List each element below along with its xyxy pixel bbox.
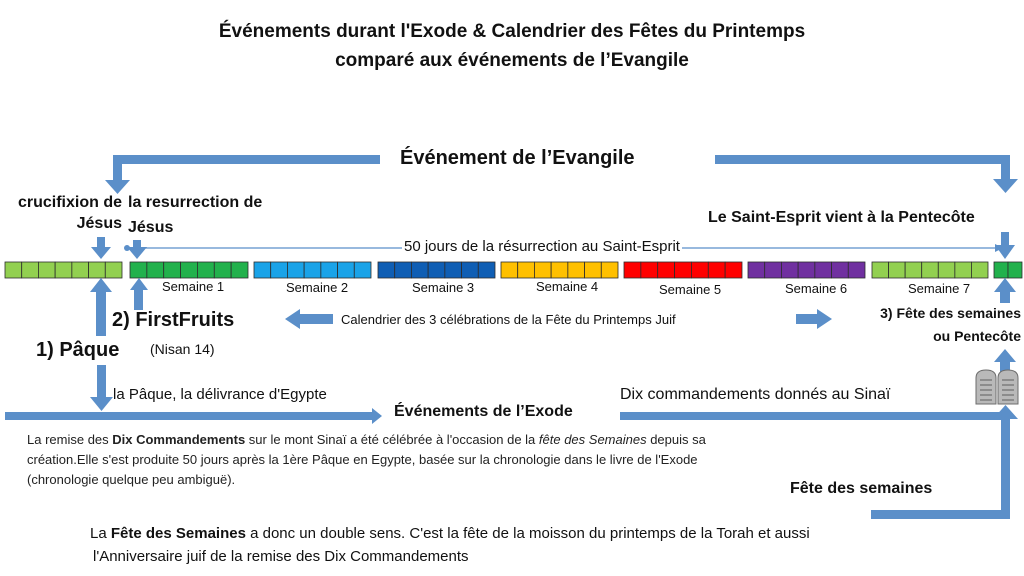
week-block-2-day — [338, 262, 355, 278]
week-block-2-day — [304, 262, 321, 278]
week-block-1-day — [147, 262, 164, 278]
week-block-5-day — [708, 262, 725, 278]
pentecost-up-arrow — [994, 278, 1016, 303]
pentecost-day-block-day — [994, 262, 1008, 278]
week-block-1-day — [231, 262, 248, 278]
week-label-6: Semaine 6 — [785, 281, 848, 296]
passover-week-block — [5, 262, 122, 278]
week-block-7-day — [971, 262, 988, 278]
week-block-6-day — [848, 262, 865, 278]
week-block-4-day — [601, 262, 618, 278]
feast-weeks-label-line1: 3) Fête des semaines — [880, 305, 1021, 321]
deliverance-label: la Pâque, la délivrance d'Egypte — [113, 386, 327, 403]
title-line-1: Événements durant l'Exode & Calendrier des Fêtes du Printemps — [218, 21, 806, 42]
passover-week-block-day — [38, 262, 55, 278]
week-block-1-day — [164, 262, 181, 278]
passover-week-block-day — [105, 262, 122, 278]
sinai-up-arrow — [994, 349, 1016, 372]
week-block-7-day — [905, 262, 922, 278]
week-block-4-day — [501, 262, 518, 278]
crucifixion-down-arrow — [91, 237, 111, 259]
note-italic: fête des Semaines — [538, 432, 647, 447]
commandments-label: Dix commandements donnés au Sinaï — [620, 386, 891, 403]
week-block-6-day — [765, 262, 782, 278]
week-block-3 — [378, 262, 495, 278]
week-block-3-day — [378, 262, 395, 278]
week-block-6-day — [832, 262, 849, 278]
tablets-icon — [976, 370, 1018, 404]
crucifixion-label-line1: crucifixion de — [17, 194, 122, 211]
fifty-days-label: 50 jours de la résurrection au Saint-Esprit — [404, 238, 680, 255]
week-block-2-day — [287, 262, 304, 278]
week-block-6-day — [781, 262, 798, 278]
week-block-5 — [624, 262, 742, 278]
week-block-3-day — [462, 262, 479, 278]
footer-text-1: La — [90, 525, 111, 542]
week-block-1-day — [181, 262, 198, 278]
week-label-7: Semaine 7 — [908, 281, 971, 296]
week-block-7-day — [938, 262, 955, 278]
exodus-right-arrow — [620, 412, 1010, 420]
crucifixion-label-line2: Jésus — [76, 215, 122, 232]
passover-week-block-day — [5, 262, 22, 278]
note-text-1: La remise des — [27, 432, 113, 447]
note-text-2: sur le mont Sinaï a été célébrée à l'occasion de la — [245, 432, 539, 447]
week-block-5-day — [658, 262, 675, 278]
week-block-6-day — [798, 262, 815, 278]
feast-weeks-label-line2: ou Pentecôte — [933, 328, 1021, 344]
week-block-2-day — [254, 262, 271, 278]
week-block-3-day — [428, 262, 445, 278]
week-block-4-day — [551, 262, 568, 278]
week-block-1-day — [214, 262, 231, 278]
passover-week-block-day — [22, 262, 39, 278]
week-block-5-day — [675, 262, 692, 278]
week-block-7-day — [955, 262, 972, 278]
week-block-6-day — [748, 262, 765, 278]
resurrection-label-line1: la resurrection de — [128, 194, 263, 211]
gospel-header: Événement de l’Evangile — [400, 147, 635, 169]
week-block-7 — [872, 262, 988, 278]
calendar-left-arrow — [285, 309, 333, 329]
week-block-5-day — [691, 262, 708, 278]
week-block-3-day — [395, 262, 412, 278]
week-block-6 — [748, 262, 865, 278]
week-block-7-day — [872, 262, 889, 278]
week-block-1-day — [130, 262, 147, 278]
nisan-label: (Nisan 14) — [150, 341, 215, 357]
week-block-2-day — [271, 262, 288, 278]
week-block-4-day — [568, 262, 585, 278]
week-block-2 — [254, 262, 371, 278]
week-block-2-day — [321, 262, 338, 278]
passover-up-arrow — [90, 278, 112, 336]
footer-line-1 — [90, 525, 990, 542]
passover-week-block-day — [72, 262, 89, 278]
passover-label: 1) Pâque — [36, 339, 120, 361]
week-block-5-day — [624, 262, 641, 278]
week-block-4-day — [585, 262, 602, 278]
resurrection-down-arrow — [127, 240, 147, 259]
title-line-2: comparé aux événements de l’Evangile — [335, 50, 689, 71]
week-block-5-day — [725, 262, 742, 278]
week-block-3-day — [478, 262, 495, 278]
week-block-4-day — [518, 262, 535, 278]
exodus-left-arrow — [5, 408, 382, 424]
week-block-1 — [130, 262, 248, 278]
week-label-4: Semaine 4 — [536, 279, 599, 294]
week-block-5-day — [641, 262, 658, 278]
week-label-3: Semaine 3 — [412, 280, 475, 295]
exodus-header: Événements de l’Exode — [394, 403, 573, 420]
calendar-label: Calendrier des 3 célébrations de la Fête du Printemps Juif — [341, 312, 676, 327]
firstfruits-label: 2) FirstFruits — [112, 309, 235, 331]
pentecost-day-block — [994, 262, 1022, 278]
feast-weeks-up-arrow — [871, 405, 1018, 519]
week-block-7-day — [922, 262, 939, 278]
week-block-3-day — [445, 262, 462, 278]
week-block-7-day — [889, 262, 906, 278]
note-bold: Dix Commandements — [112, 432, 246, 447]
passover-down-arrow — [90, 365, 113, 411]
pentecost-day-block-day — [1008, 262, 1022, 278]
week-block-4 — [501, 262, 618, 278]
week-label-5: Semaine 5 — [659, 282, 722, 297]
week-block-2-day — [354, 262, 371, 278]
timeline — [5, 262, 1022, 278]
footer-text-2: a donc un double sens. C'est la fête de la moisson du printemps de la Torah et aussi — [245, 525, 810, 542]
firstfruits-up-arrow — [130, 278, 148, 310]
week-block-1-day — [197, 262, 214, 278]
week-label-2: Semaine 2 — [286, 280, 349, 295]
gospel-left-arrow — [105, 155, 380, 194]
footer-line-2: l'Anniversaire juif de la remise des Dix Commandements — [93, 548, 469, 565]
gospel-right-arrow — [715, 155, 1018, 193]
week-block-4-day — [534, 262, 551, 278]
note-text-3: depuis sa création.Elle s'est produite 50 jours après la 1ère Pâque en Egypte, basée sur la chronologie dans le livre de l'Exode (chronologie quelque peu ambiguë). — [27, 432, 706, 487]
week-label-1: Semaine 1 — [162, 279, 225, 294]
week-block-6-day — [815, 262, 832, 278]
feast-weeks-exodus-label: Fête des semaines — [790, 480, 933, 497]
week-block-3-day — [411, 262, 428, 278]
commandments-note — [27, 430, 727, 490]
holy-spirit-label: Le Saint-Esprit vient à la Pentecôte — [708, 209, 975, 226]
passover-week-block-day — [55, 262, 72, 278]
passover-week-block-day — [89, 262, 106, 278]
resurrection-label-line2: Jésus — [128, 219, 174, 236]
footer-bold: Fête des Semaines — [110, 525, 246, 542]
